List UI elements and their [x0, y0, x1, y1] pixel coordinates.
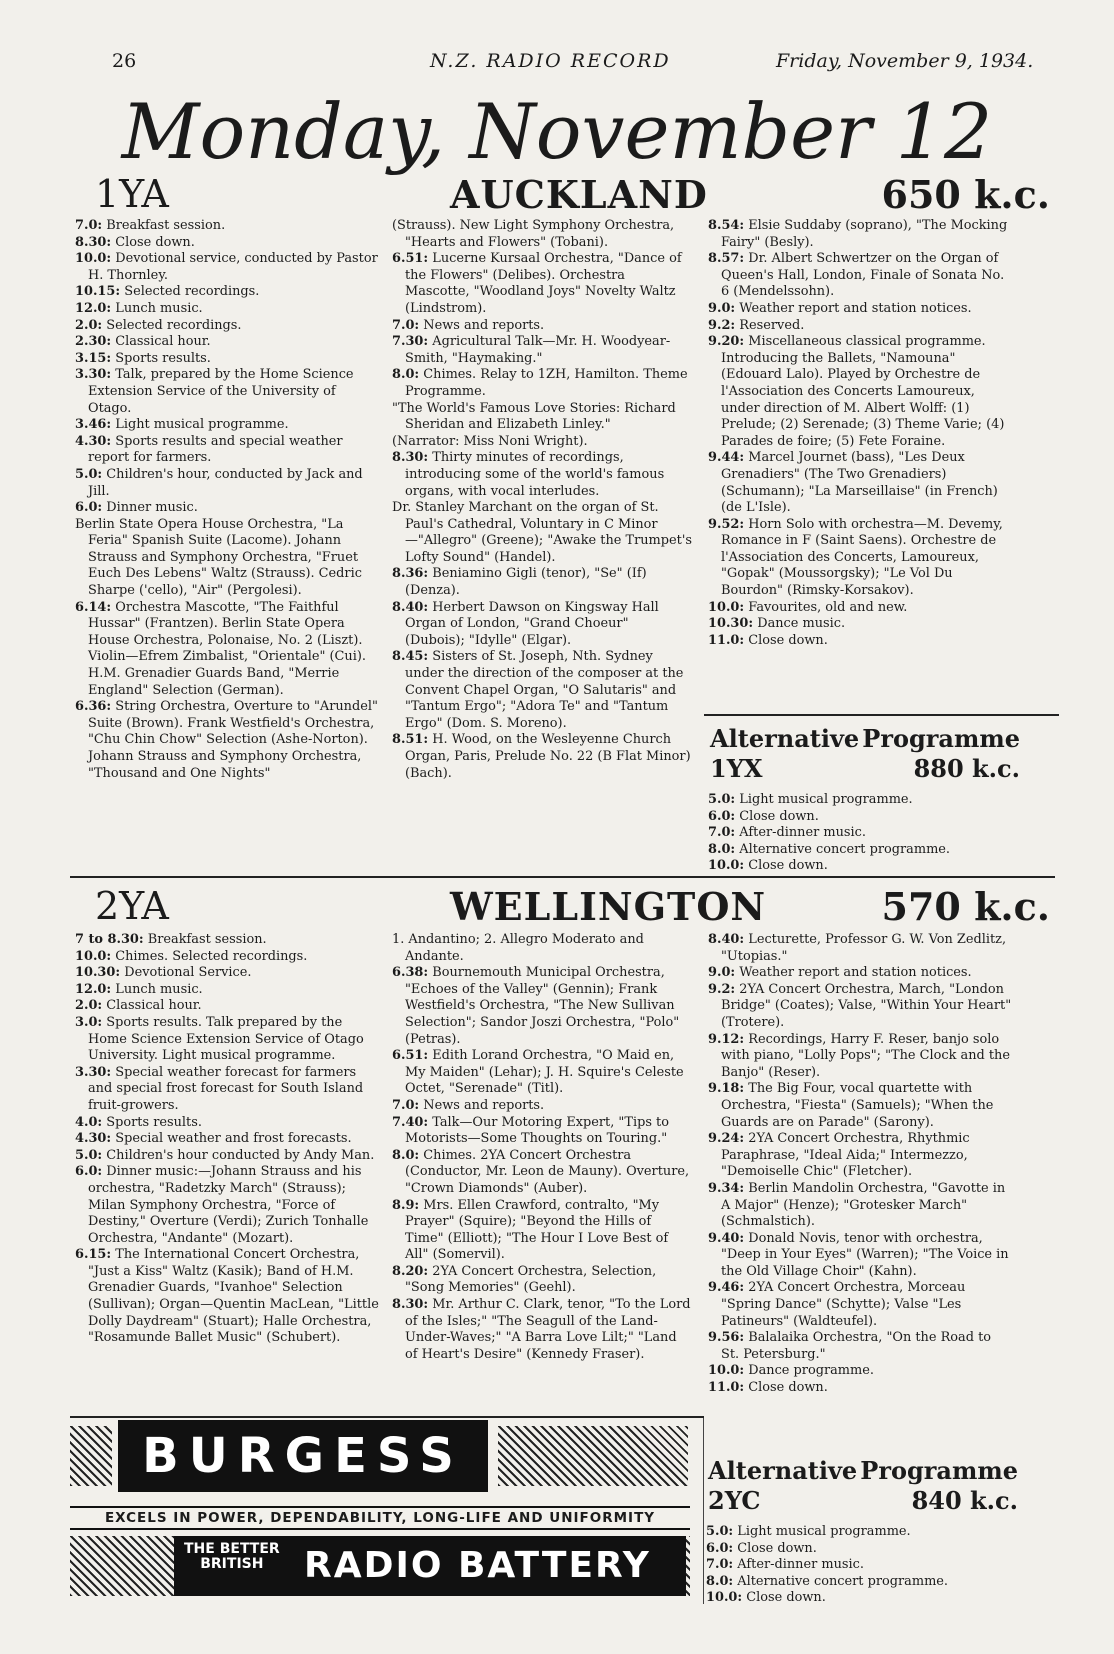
- item-text: Close down.: [748, 1380, 828, 1396]
- alt-frequency: 840 k.c.: [911, 1486, 1018, 1515]
- schedule-column: [392, 932, 692, 1363]
- item-text: Berlin Mandolin Orchestra, "Gavotte in A Major" (Henze); "Grotesker March" (Schmalstich).: [721, 1180, 1006, 1230]
- item-text: Elsie Suddaby (soprano), "The Mocking Fairy" (Besly).: [721, 218, 1008, 250]
- schedule-item: [75, 998, 380, 1015]
- schedule-item: [75, 417, 380, 434]
- schedule-item: [392, 251, 692, 317]
- schedule-item: [75, 251, 380, 284]
- item-time: 5.0:: [75, 1147, 103, 1163]
- schedule-item: [708, 633, 1013, 650]
- schedule-column: [392, 218, 692, 782]
- item-text: After-dinner music.: [737, 1557, 864, 1573]
- alt-schedule: [706, 1524, 1011, 1607]
- item-text: Light musical programme.: [739, 792, 913, 807]
- schedule-item: [708, 858, 1013, 875]
- schedule-item: [75, 301, 380, 318]
- item-text: Edith Lorand Orchestra, "O Maid en, My Maiden" (Lehar); J. H. Squire's Celeste Octet, "Serenade" (Titl).: [405, 1048, 684, 1097]
- item-time: 8.30:: [392, 1297, 429, 1313]
- item-time: 10.30:: [75, 965, 121, 981]
- item-time: 6.0:: [708, 808, 736, 824]
- item-time: 10.30:: [708, 616, 754, 632]
- item-text: The International Concert Orchestra, "Just a Kiss" Waltz (Kasik); Band of H.M. Grenadier Guards, "Ivanhoe" Selection (Sullivan); Organ—Quentin MacLean, "Little Dolly Daydream" (Stuart); Halle Orchestra, "Rosamunde Ballet Music" (Schubert).: [88, 1247, 379, 1346]
- schedule-item: [75, 1065, 380, 1115]
- schedule-item: [392, 434, 692, 451]
- item-time: 4.30:: [75, 1131, 112, 1147]
- item-text: Dr. Stanley Marchant on the organ of St. Paul's Cathedral, Voluntary in C Minor—"Allegro" (Greene); "Awake the Trumpet's Lofty Sound" (Handel).: [392, 500, 692, 565]
- item-text: Weather report and station notices.: [739, 965, 972, 981]
- item-text: Lunch music.: [115, 300, 203, 316]
- item-text: News and reports.: [423, 1097, 545, 1113]
- hatch-decoration: [498, 1426, 688, 1486]
- schedule-item: [708, 1330, 1013, 1363]
- item-time: 7 to 8.30:: [75, 932, 144, 947]
- item-text: Devotional service, conducted by Pastor H. Thornley.: [88, 251, 378, 283]
- ad-tagline: EXCELS IN POWER, DEPENDABILITY, LONG-LIFE AND UNIFORMITY: [70, 1506, 690, 1530]
- schedule-item: [708, 1131, 1013, 1181]
- item-time: 12.0:: [75, 300, 112, 316]
- item-time: 6.38:: [392, 965, 429, 981]
- item-text: Dinner music.: [106, 500, 198, 516]
- schedule-item: [392, 1264, 692, 1297]
- item-text: Agricultural Talk—Mr. H. Woodyear-Smith, "Haymaking.": [405, 334, 671, 366]
- item-time: 10.0:: [708, 1363, 745, 1379]
- item-text: Classical hour.: [106, 998, 202, 1014]
- item-text: (Narrator: Miss Noni Wright).: [392, 433, 588, 449]
- burgess-logo: [118, 1420, 488, 1492]
- schedule-item: [75, 1164, 380, 1247]
- schedule-item: [708, 600, 1013, 617]
- item-time: 10.0:: [708, 599, 745, 615]
- schedule-column: [708, 932, 1013, 1397]
- schedule-item: [392, 401, 692, 434]
- better-british: [184, 1542, 280, 1572]
- item-text: H. Wood, on the Wesleyenne Church Organ, Paris, Prelude No. 22 (B Flat Minor) (Bach).: [405, 732, 691, 781]
- item-text: Selected recordings.: [106, 317, 242, 333]
- schedule-item: [392, 318, 692, 335]
- schedule-item: [392, 1048, 692, 1098]
- schedule-item: [706, 1557, 1011, 1574]
- schedule-item: [708, 965, 1013, 982]
- item-time: 4.0:: [75, 1114, 103, 1130]
- item-text: The Big Four, vocal quartette with Orchestra, "Fiesta" (Samuels); "When the Guards are on Parade" (Sarony).: [721, 1081, 994, 1130]
- item-text: Dance music.: [757, 616, 846, 632]
- item-text: Selected recordings.: [124, 284, 260, 300]
- item-text: Lucerne Kursaal Orchestra, "Dance of the Flowers" (Delibes). Orchestra Mascotte, "Woodland Joys" Novelty Waltz (Lindstrom).: [405, 251, 682, 316]
- schedule-item: [708, 1280, 1013, 1330]
- item-time: 9.40:: [708, 1230, 745, 1246]
- item-text: Herbert Dawson on Kingsway Hall Organ of London, "Grand Choeur" (Dubois); "Idylle" (Elgar).: [405, 599, 659, 648]
- schedule-item: [708, 218, 1013, 251]
- item-time: 10.0:: [75, 251, 112, 267]
- item-text: Breakfast session.: [106, 218, 226, 233]
- item-time: 7.0:: [75, 218, 103, 233]
- item-time: 8.40:: [392, 599, 429, 615]
- item-time: 11.0:: [708, 1380, 745, 1396]
- alt-call: 2YC: [708, 1486, 761, 1515]
- alternative-programme-1yx: [710, 724, 1020, 792]
- item-time: 8.9:: [392, 1197, 420, 1213]
- item-text: Mrs. Ellen Crawford, contralto, "My Prayer" (Squire); "Beyond the Hills of Time" (Elliott); "The Hour I Love Best of All" (Somervil).: [405, 1197, 669, 1263]
- schedule-item: [392, 1115, 692, 1148]
- item-time: 9.0:: [708, 965, 736, 981]
- schedule-item: [392, 1148, 692, 1198]
- alt-call: 1YX: [710, 754, 763, 783]
- alt-schedule: [708, 792, 1013, 875]
- schedule-item: [392, 732, 692, 782]
- item-time: 8.54:: [708, 218, 745, 233]
- alternative-programme-2yc: [708, 1456, 1018, 1524]
- schedule-item: [708, 825, 1013, 842]
- item-time: 5.0:: [706, 1524, 734, 1539]
- alt-label: Alternative: [708, 1456, 858, 1485]
- item-time: 3.30:: [75, 1064, 112, 1080]
- item-time: 8.0:: [392, 367, 420, 383]
- item-time: 8.30:: [75, 234, 112, 250]
- station-frequency: 570 k.c.: [881, 884, 1050, 929]
- item-text: Close down.: [115, 234, 195, 250]
- item-time: 6.14:: [75, 599, 112, 615]
- burgess-advertisement: [70, 1420, 690, 1604]
- schedule-item: [708, 792, 1013, 809]
- item-text: 2YA Concert Orchestra, Selection, "Song Memories" (Geehl).: [405, 1263, 657, 1296]
- british-line: BRITISH: [200, 1556, 264, 1572]
- schedule-item: [706, 1524, 1011, 1541]
- item-time: 6.51:: [392, 1048, 429, 1064]
- item-time: 9.2:: [708, 981, 736, 997]
- schedule-item: [708, 301, 1013, 318]
- item-time: 6.0:: [706, 1540, 734, 1556]
- divider: [703, 1418, 704, 1604]
- item-time: 8.0:: [708, 841, 736, 857]
- item-time: 8.40:: [708, 932, 745, 947]
- item-text: Classical hour.: [115, 334, 211, 350]
- item-text: 2YA Concert Orchestra, March, "London Bridge" (Coates); Valse, "Within Your Heart" (Trotere).: [721, 981, 1012, 1030]
- item-text: Close down.: [746, 1590, 826, 1606]
- schedule-item: [706, 1574, 1011, 1591]
- schedule-item: [708, 1081, 1013, 1131]
- alt-label: Programme: [860, 1456, 1018, 1485]
- item-time: 12.0:: [75, 981, 112, 997]
- item-time: 3.15:: [75, 350, 112, 366]
- item-time: 5.0:: [708, 792, 736, 807]
- item-time: 8.30:: [392, 450, 429, 466]
- item-text: Special weather forecast for farmers and special frost forecast for South Island fruit-growers.: [88, 1064, 364, 1113]
- item-time: 10.0:: [706, 1590, 743, 1606]
- schedule-item: [75, 949, 380, 966]
- schedule-item: [708, 1363, 1013, 1380]
- item-time: 8.45:: [392, 649, 429, 665]
- item-text: Talk, prepared by the Home Science Extension Service of the University of Otago.: [88, 367, 354, 416]
- item-time: 2.0:: [75, 998, 103, 1014]
- schedule-item: [75, 235, 380, 252]
- battery-banner: [174, 1536, 686, 1596]
- item-text: Sports results.: [106, 1114, 202, 1130]
- item-time: 6.36:: [75, 699, 112, 715]
- schedule-item: [392, 450, 692, 500]
- schedule-item: [708, 1231, 1013, 1281]
- schedule-item: [708, 450, 1013, 516]
- schedule-item: [708, 517, 1013, 600]
- item-text: Alternative concert programme.: [739, 841, 951, 857]
- item-time: 10.0:: [708, 858, 745, 874]
- schedule-item: [708, 1032, 1013, 1082]
- schedule-item: [708, 809, 1013, 826]
- item-time: 9.52:: [708, 516, 745, 532]
- item-time: 9.44:: [708, 450, 745, 466]
- item-text: Children's hour, conducted by Jack and Jill.: [88, 466, 363, 499]
- schedule-item: [708, 842, 1013, 859]
- item-time: 9.34:: [708, 1180, 745, 1196]
- schedule-item: [75, 334, 380, 351]
- alt-frequency: 880 k.c.: [913, 754, 1020, 783]
- station-call: 1YA: [95, 172, 169, 216]
- schedule-item: [75, 982, 380, 999]
- schedule-item: [75, 517, 380, 600]
- item-time: 10.15:: [75, 284, 121, 300]
- item-text: Sports results. Talk prepared by the Home Science Extension Service of Otago University. Light musical programme.: [88, 1014, 364, 1064]
- schedule-item: [392, 334, 692, 367]
- item-text: Close down.: [748, 632, 828, 648]
- schedule-item: [75, 218, 380, 235]
- alt-label: Alternative: [710, 724, 860, 753]
- divider: [704, 714, 1059, 716]
- schedule-item: [75, 600, 380, 700]
- schedule-item: [392, 218, 692, 251]
- station-city: WELLINGTON: [450, 884, 767, 929]
- schedule-item: [75, 699, 380, 782]
- item-time: 9.20:: [708, 334, 745, 350]
- schedule-item: [392, 600, 692, 650]
- schedule-column: [75, 218, 380, 782]
- item-text: Light musical programme.: [115, 417, 289, 433]
- item-time: 8.51:: [392, 732, 429, 748]
- schedule-item: [75, 467, 380, 500]
- item-text: Orchestra Mascotte, "The Faithful Hussar" (Frantzen). Berlin State Opera House Orchestra, Polonaise, No. 2 (Liszt). Violin—Efrem Zimbalist, "Orientale" (Cui). H.M. Grenadier Guards Band, "Merrie England" Selection (German).: [88, 599, 366, 698]
- item-text: Marcel Journet (bass), "Les Deux Grenadiers" (The Two Grenadiers) (Schumann); "La Marseillaise" (in French) (de L'Isle).: [721, 450, 998, 516]
- schedule-item: [392, 649, 692, 732]
- item-time: 11.0:: [708, 632, 745, 648]
- item-text: Lunch music.: [115, 981, 203, 997]
- schedule-column: [708, 218, 1013, 649]
- item-time: 9.0:: [708, 300, 736, 316]
- item-time: 3.0:: [75, 1014, 103, 1030]
- schedule-item: [75, 318, 380, 335]
- item-time: 6.0:: [75, 1164, 103, 1180]
- item-text: Lecturette, Professor G. W. Von Zedlitz, "Utopias.": [721, 932, 1007, 964]
- station-header-2ya: [75, 884, 1050, 938]
- item-text: Berlin State Opera House Orchestra, "La Feria" Spanish Suite (Lacome). Johann Strauss and Symphony Orchestra, "Fruet Euch Des Lebens" Waltz (Strauss). Cedric Sharpe ('cello), "Air" (Pergolesi).: [75, 516, 362, 599]
- item-text: Horn Solo with orchestra—M. Devemy, Romance in F (Saint Saens). Orchestre de l'Association des Concerts, Lamoureux, "Gopak" (Moussorgsky); "Le Vol Du Bourdon" (Rimsky-Korsakov).: [721, 516, 1003, 599]
- item-text: News and reports.: [423, 317, 545, 333]
- item-time: 2.30:: [75, 334, 112, 350]
- schedule-item: [708, 1181, 1013, 1231]
- item-time: 7.30:: [392, 334, 429, 350]
- schedule-item: [392, 1098, 692, 1115]
- item-time: 7.0:: [706, 1557, 734, 1573]
- item-time: 7.0:: [392, 1097, 420, 1113]
- item-time: 9.2:: [708, 317, 736, 333]
- item-time: 9.56:: [708, 1330, 745, 1346]
- item-time: 8.36:: [392, 566, 429, 582]
- item-text: Dr. Albert Schwertzer on the Organ of Queen's Hall, London, Finale of Sonata No. 6 (Mendelssohn).: [721, 251, 1005, 300]
- item-text: Talk—Our Motoring Expert, "Tips to Motorists—Some Thoughts on Touring.": [405, 1114, 669, 1147]
- schedule-item: [392, 1198, 692, 1264]
- item-time: 8.0:: [706, 1573, 734, 1589]
- item-text: Close down.: [737, 1540, 817, 1556]
- item-text: Dinner music:—Johann Strauss and his orchestra, "Radetzky March" (Strauss); Milan Symphony Orchestra, "Force of Destiny," Overture (Verdi); Zurich Tonhalle Orchestra, "Andante" (Mozart).: [88, 1164, 369, 1246]
- schedule-item: [706, 1590, 1011, 1607]
- item-text: Sisters of St. Joseph, Nth. Sydney under the direction of the composer at the Convent Chapel Organ, "O Salutaris" and "Tantum Ergo"; "Adora Te" and "Tantum Ergo" (Dom. S. Moreno).: [405, 649, 684, 731]
- item-time: 5.0:: [75, 466, 103, 482]
- better-line: THE BETTER: [184, 1541, 280, 1557]
- item-text: Alternative concert programme.: [737, 1573, 949, 1589]
- item-text: Breakfast session.: [147, 932, 267, 947]
- item-time: 10.0:: [75, 948, 112, 964]
- schedule-item: [75, 1131, 380, 1148]
- page-number: 26: [112, 50, 137, 72]
- station-frequency: 650 k.c.: [881, 172, 1050, 217]
- item-text: Sports results and special weather report for farmers.: [88, 433, 343, 466]
- item-text: 2YA Concert Orchestra, Morceau "Spring Dance" (Schytte); Valse "Les Patineurs" (Waldteufel).: [721, 1280, 966, 1329]
- schedule-item: [392, 566, 692, 599]
- item-text: Chimes. Relay to 1ZH, Hamilton. Theme Programme.: [405, 367, 688, 399]
- schedule-item: [392, 1297, 692, 1363]
- item-text: After-dinner music.: [739, 825, 866, 841]
- schedule-item: [392, 932, 692, 965]
- item-time: 8.0:: [392, 1147, 420, 1163]
- issue-date: Friday, November 9, 1934.: [776, 50, 1034, 72]
- schedule-item: [75, 500, 380, 517]
- item-time: 9.46:: [708, 1280, 745, 1296]
- item-time: 9.12:: [708, 1031, 745, 1047]
- schedule-item: [75, 1247, 380, 1347]
- schedule-item: [708, 932, 1013, 965]
- schedule-item: [392, 965, 692, 1048]
- item-text: Light musical programme.: [737, 1524, 911, 1539]
- item-text: 2YA Concert Orchestra, Rhythmic Paraphrase, "Ideal Aida;" Intermezzo, "Demoiselle Chic" (Fletcher).: [721, 1131, 970, 1180]
- schedule-column: [75, 932, 380, 1347]
- item-text: Beniamino Gigli (tenor), "Se" (If) (Denza).: [405, 566, 647, 599]
- divider: [70, 1416, 704, 1418]
- schedule-item: [708, 982, 1013, 1032]
- alt-label: Programme: [862, 724, 1020, 753]
- item-time: 4.30:: [75, 433, 112, 449]
- item-text: Reserved.: [739, 317, 805, 333]
- item-time: 8.20:: [392, 1263, 429, 1279]
- schedule-item: [75, 1015, 380, 1065]
- item-time: 6.15:: [75, 1247, 112, 1263]
- schedule-item: [708, 334, 1013, 450]
- schedule-item: [75, 284, 380, 301]
- masthead: N.Z. RADIO RECORD: [430, 50, 671, 72]
- item-text: Sports results.: [115, 350, 211, 366]
- item-text: Thirty minutes of recordings, introducing some of the world's famous organs, with vocal interludes.: [405, 450, 665, 499]
- item-text: Favourites, old and new.: [748, 599, 908, 615]
- schedule-item: [75, 351, 380, 368]
- item-time: 6.51:: [392, 251, 429, 267]
- item-time: 3.30:: [75, 367, 112, 383]
- station-call: 2YA: [95, 884, 169, 928]
- section-divider: [70, 876, 1055, 878]
- schedule-item: [75, 1115, 380, 1132]
- schedule-item: [708, 1380, 1013, 1397]
- item-text: Children's hour conducted by Andy Man.: [106, 1147, 375, 1163]
- schedule-item: [392, 367, 692, 400]
- schedule-item: [708, 251, 1013, 301]
- station-city: AUCKLAND: [450, 172, 708, 217]
- radio-battery: RADIO BATTERY: [304, 1545, 651, 1586]
- item-time: 2.0:: [75, 317, 103, 333]
- day-title: Monday, November 12: [121, 87, 993, 176]
- schedule-item: [706, 1541, 1011, 1558]
- item-text: Recordings, Harry F. Reser, banjo solo with piano, "Lolly Pops"; "The Clock and the Banjo" (Reser).: [721, 1031, 1010, 1080]
- item-text: "The World's Famous Love Stories: Richard Sheridan and Elizabeth Linley.": [392, 400, 676, 433]
- item-text: Bournemouth Municipal Orchestra, "Echoes of the Valley" (Gennin); Frank Westfield's Orchestra, "The New Sullivan Selection"; Sandor Joszi Orchestra, "Polo" (Petras).: [405, 965, 680, 1047]
- item-time: 7.0:: [392, 317, 420, 333]
- item-time: 9.24:: [708, 1131, 745, 1147]
- item-time: 8.57:: [708, 251, 745, 267]
- item-time: 7.40:: [392, 1114, 429, 1130]
- item-text: Balalaika Orchestra, "On the Road to St. Petersburg.": [721, 1330, 992, 1362]
- item-text: Donald Novis, tenor with orchestra, "Deep in Your Eyes" (Warren); "The Voice in the Old Village Choir" (Kahn).: [721, 1230, 1009, 1279]
- item-text: Chimes. 2YA Concert Orchestra (Conductor, Mr. Leon de Mauny). Overture, "Crown Diamonds" (Auber).: [405, 1147, 690, 1196]
- schedule-item: [75, 932, 380, 949]
- item-text: Dance programme.: [748, 1363, 874, 1379]
- item-text: Special weather and frost forecasts.: [115, 1131, 352, 1147]
- item-text: Mr. Arthur C. Clark, tenor, "To the Lord of the Isles;" "The Seagull of the Land-Under-Waves;" "A Barra Love Lilt;" "Land of Heart's Desire" (Kennedy Fraser).: [405, 1297, 691, 1362]
- item-text: Close down.: [739, 808, 819, 824]
- item-text: Chimes. Selected recordings.: [115, 948, 308, 964]
- page-header: [0, 50, 1114, 80]
- schedule-item: [75, 434, 380, 467]
- item-text: String Orchestra, Overture to "Arundel" Suite (Brown). Frank Westfield's Orchestra, "Chu Chin Chow" Selection (Ashe-Norton). Johann Strauss and Symphony Orchestra, "Thousand and One Nights": [88, 699, 378, 781]
- item-time: 3.46:: [75, 417, 112, 433]
- schedule-item: [392, 500, 692, 566]
- item-time: 9.18:: [708, 1081, 745, 1097]
- item-text: (Strauss). New Light Symphony Orchestra, "Hearts and Flowers" (Tobani).: [392, 218, 675, 250]
- item-time: 6.0:: [75, 500, 103, 516]
- item-text: Weather report and station notices.: [739, 300, 972, 316]
- schedule-item: [75, 965, 380, 982]
- item-text: Miscellaneous classical programme. Introducing the Ballets, "Namouna" (Edouard Lalo). Played by Orchestre de l'Association des Concerts Lamoureux, under direction of M. Albert Wolff: (1) Prelude; (2) Serenade; (3) Theme Varie; (4) Parades de foire; (5) Fete Foraine.: [721, 334, 1005, 449]
- schedule-item: [75, 367, 380, 417]
- brand-name: BURGESS: [142, 1428, 464, 1484]
- schedule-item: [708, 318, 1013, 335]
- item-time: 7.0:: [708, 825, 736, 841]
- item-text: 1. Andantino; 2. Allegro Moderato and Andante.: [392, 932, 644, 964]
- item-text: Devotional Service.: [124, 965, 252, 981]
- hatch-decoration: [70, 1426, 112, 1486]
- schedule-item: [75, 1148, 380, 1165]
- schedule-item: [708, 616, 1013, 633]
- item-text: Close down.: [748, 858, 828, 874]
